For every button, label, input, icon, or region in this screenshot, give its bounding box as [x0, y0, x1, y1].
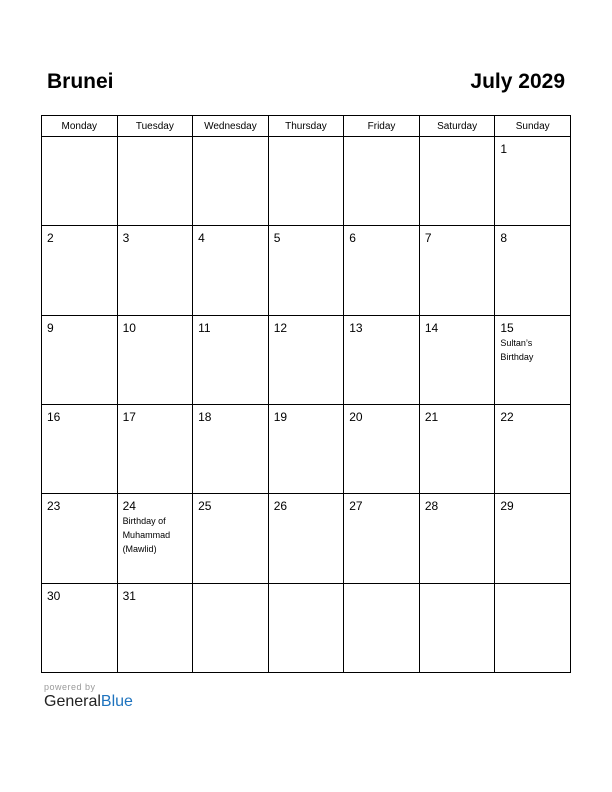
day-cell	[42, 137, 118, 226]
day-cell	[42, 583, 118, 672]
day-cell	[419, 137, 495, 226]
day-number: 6	[349, 231, 356, 246]
week-row	[42, 226, 571, 315]
day-cell	[344, 404, 420, 493]
month-title: July 2029	[470, 70, 565, 93]
weekday-tuesday: Tuesday	[117, 116, 193, 137]
day-cell	[268, 404, 344, 493]
day-number: 17	[122, 409, 136, 424]
weekday-friday: Friday	[344, 116, 420, 137]
day-cell	[193, 494, 269, 583]
day-cell	[42, 226, 118, 315]
day-number: 19	[273, 409, 288, 424]
day-number: 23	[47, 499, 61, 514]
day-cell	[117, 226, 193, 315]
day-cell	[42, 494, 118, 583]
weekday-header-row	[42, 116, 571, 137]
weekday-saturday: Saturday	[419, 116, 495, 137]
day-number: 21	[424, 409, 439, 424]
day-number: 12	[273, 320, 288, 335]
day-cell	[344, 494, 420, 583]
day-number: 20	[349, 409, 363, 424]
day-number: 28	[424, 499, 439, 514]
day-number: 1	[500, 142, 508, 156]
day-cell	[193, 583, 269, 672]
day-number: 31	[122, 588, 136, 603]
day-number: 18	[198, 409, 212, 424]
day-cell	[344, 315, 420, 404]
day-cell	[42, 315, 118, 404]
day-number: 2	[47, 231, 54, 246]
generalblue-logo	[44, 693, 133, 711]
day-cell	[117, 583, 193, 672]
week-row	[42, 315, 571, 404]
day-number: 11	[198, 320, 211, 335]
weekday-wednesday: Wednesday	[193, 116, 269, 137]
week-row	[42, 494, 571, 583]
week-row	[42, 583, 571, 672]
day-cell	[495, 494, 571, 583]
logo-general-text: General	[44, 693, 101, 710]
day-cell	[117, 137, 193, 226]
day-number: 13	[349, 320, 363, 335]
calendar-grid	[41, 115, 571, 673]
day-number: 25	[198, 499, 212, 514]
day-cell	[419, 315, 495, 404]
day-number: 3	[122, 231, 130, 246]
day-number: 26	[273, 499, 288, 514]
day-cell	[419, 404, 495, 493]
day-cell	[268, 226, 344, 315]
day-number: 29	[500, 499, 514, 514]
day-cell	[42, 404, 118, 493]
day-number: 10	[122, 320, 136, 335]
holiday-label: Birthday of Muhammad (Mawlid)	[122, 516, 171, 555]
country-title: Brunei	[47, 70, 114, 93]
powered-by-label: powered by	[44, 682, 96, 692]
week-row	[42, 404, 571, 493]
weekday-monday: Monday	[42, 116, 118, 137]
day-number: 24	[122, 499, 136, 514]
day-cell	[268, 315, 344, 404]
weekday-sunday: Sunday	[495, 116, 571, 137]
holiday-label: Sultan’s Birthday	[500, 337, 534, 362]
day-cell	[117, 404, 193, 493]
day-number: 22	[500, 409, 514, 424]
day-cell	[193, 315, 269, 404]
day-number: 14	[424, 320, 439, 335]
day-cell	[495, 404, 571, 493]
day-number: 4	[198, 231, 205, 246]
logo-blue-text: Blue	[100, 693, 133, 710]
day-cell	[419, 494, 495, 583]
weekday-thursday: Thursday	[268, 116, 344, 137]
day-number: 27	[349, 499, 363, 514]
day-cell	[268, 583, 344, 672]
day-cell	[419, 583, 495, 672]
day-cell	[268, 494, 344, 583]
day-cell	[419, 226, 495, 315]
day-number: 5	[273, 231, 281, 246]
brand-footer[interactable]	[44, 682, 133, 711]
day-cell	[495, 226, 571, 315]
day-cell	[117, 315, 193, 404]
day-cell	[193, 226, 269, 315]
day-cell	[344, 226, 420, 315]
day-number: 15	[500, 320, 514, 335]
day-cell	[193, 137, 269, 226]
day-cell	[117, 494, 193, 583]
week-row	[42, 137, 571, 226]
day-cell	[495, 583, 571, 672]
day-cell	[344, 583, 420, 672]
day-number: 9	[47, 320, 54, 335]
day-number: 16	[47, 409, 61, 424]
day-number: 8	[500, 231, 508, 246]
day-cell	[495, 137, 571, 226]
day-number: 30	[47, 588, 61, 603]
day-cell	[344, 137, 420, 226]
day-cell	[268, 137, 344, 226]
day-cell	[495, 315, 571, 404]
day-number: 7	[424, 231, 432, 246]
day-cell	[193, 404, 269, 493]
